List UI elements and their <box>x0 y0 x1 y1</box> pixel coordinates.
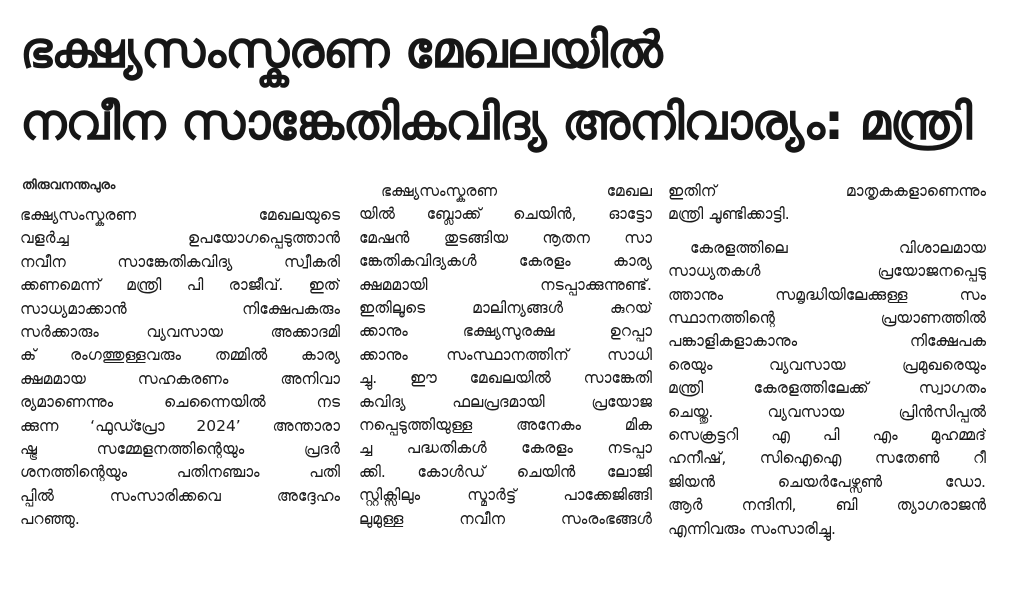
text-line: ഷ്ട്ര സമ്മേളനത്തിന്റെയും പ്രദർ <box>20 440 340 459</box>
text-line: സെക്രട്ടറി എ പി എം മുഹമ്മദ് <box>668 426 986 445</box>
text-line: സ്ഥാനത്തിന്റെ പ്രയാണത്തിൽ <box>668 309 986 328</box>
text-line: ചെയ്തു. വ്യവസായ പ്രിൻസിപ്പൽ <box>668 402 986 421</box>
article-column-2 <box>359 180 652 531</box>
headline-line-2: നവീന സാങ്കേതികവിദ്യ അനിവാര്യം: മന്ത്രി <box>20 93 972 151</box>
text-line: നവീന സാങ്കേതികവിദ്യ സ്വീകരി <box>20 252 340 271</box>
text-line: ക്കാനും സംസ്ഥാനത്തിന് സാധി <box>359 345 652 364</box>
text-line: സ്റ്റിക്സിലും സ്മാർട്ട് പാക്കേജിങ്ങി <box>359 486 652 505</box>
text-line: പ്പിൽ സംസാരിക്കവെ അദ്ദേഹം <box>20 486 340 505</box>
text-line: വളർച്ച ഉപയോഗപ്പെടുത്താൻ <box>20 229 340 248</box>
text-line: ക്ഷമമായി നടപ്പാക്കുന്നുണ്ട്. <box>359 275 652 294</box>
dateline: തിരുവനന്തപുരം <box>22 178 116 193</box>
text-line: ക്കി. കോൾഡ് ചെയിൻ ലോജി <box>359 462 652 481</box>
text-line: സർക്കാരും വ്യവസായ അക്കാദമി <box>20 323 340 342</box>
text-line: ക്കുന്ന ‘ഫുഡ്പ്രോ 2024’ അന്താരാ <box>20 416 340 435</box>
text-line: പറഞ്ഞു. <box>20 510 80 529</box>
text-line: സാധ്യമാക്കാൻ നിക്ഷേപകരും <box>20 299 340 318</box>
text-line: ച്ചു. ഈ മേഖലയിൽ സാങ്കേതി <box>359 369 652 388</box>
text-line: ശനത്തിന്റെയും പതിനഞ്ചാം പതി <box>20 463 340 482</box>
text-line: ഭക്ഷ്യസംസ്കരണ മേഖല <box>381 182 652 200</box>
text-line: നപ്പെടുത്തിയുള്ള അനേകം മിക <box>359 416 652 435</box>
text-line: രെയും വ്യവസായ പ്രമുഖരെയും <box>668 355 986 374</box>
text-line: ഭക്ഷ്യസംസ്കരണ മേഖലയുടെ <box>20 206 340 224</box>
text-line: മന്ത്രി കേരളത്തിലേക്ക് സ്വാഗതം <box>668 379 986 398</box>
text-line: പങ്കാളികളാകാനും നിക്ഷേപക <box>668 332 986 351</box>
text-line: സാധ്യതകൾ പ്രയോജനപ്പെടു <box>668 262 986 281</box>
article-headline <box>20 14 1000 158</box>
text-line: ങ്കേതികവിദ്യകൾ കേരളം കാര്യ <box>359 252 652 271</box>
text-line: ഇതിലൂടെ മാലിന്യങ്ങൾ കുറയ് <box>359 299 652 318</box>
text-line: ഇതിന് മാതൃകകളാണെന്നും <box>668 182 986 200</box>
paragraph-gap <box>668 227 986 237</box>
text-line: യിൽ ബ്ലോക്ക് ചെയിൻ, ഓട്ടോ <box>359 205 652 224</box>
text-line: എന്നിവരും സംസാരിച്ചു. <box>668 519 836 538</box>
text-line: ക്ഷമമായ സഹകരണം അനിവാ <box>20 369 340 388</box>
headline-line-1: ഭക്ഷ്യസംസ്കരണ മേഖലയിൽ <box>20 21 662 79</box>
text-line: ര്യമാണെന്നും ചെന്നൈയിൽ നട <box>20 393 340 412</box>
text-line: ഹനീഷ്, സിഐഐ സതേൺ റീ <box>668 449 986 468</box>
text-line: ജിയൻ ചെയർപേഴ്സൺ ഡോ. <box>668 472 986 491</box>
text-line: മേഷൻ തുടങ്ങിയ നൂതന സാ <box>359 228 652 247</box>
text-line: ലുമുള്ള നവീന സംരംഭങ്ങൾ <box>359 509 652 528</box>
text-line: ച്ച പദ്ധതികൾ കേരളം നടപ്പാ <box>359 439 652 458</box>
text-line: കേരളത്തിലെ വിശാലമായ <box>690 238 986 257</box>
text-line: മന്ത്രി ചൂണ്ടിക്കാട്ടി. <box>668 205 790 224</box>
text-line: ക് രംഗത്തുള്ളവരും തമ്മിൽ കാര്യ <box>20 346 340 365</box>
article-column-3 <box>668 180 986 541</box>
text-line: ത്താനും സമൃദ്ധിയിലേക്കുള്ള സം <box>668 285 986 304</box>
text-line: ക്കാനും ഭക്ഷ്യസുരക്ഷ ഉറപ്പാ <box>359 322 652 341</box>
article-column-1 <box>20 204 340 532</box>
text-line: കവിദ്യ ഫലപ്രദമായി പ്രയോജ <box>359 392 652 411</box>
text-line: ക്കണമെന്ന് മന്ത്രി പി രാജീവ്. ഇത് <box>20 276 340 295</box>
text-line: ആർ നന്ദിനി, ബി ത്യാഗരാജൻ <box>668 496 986 515</box>
